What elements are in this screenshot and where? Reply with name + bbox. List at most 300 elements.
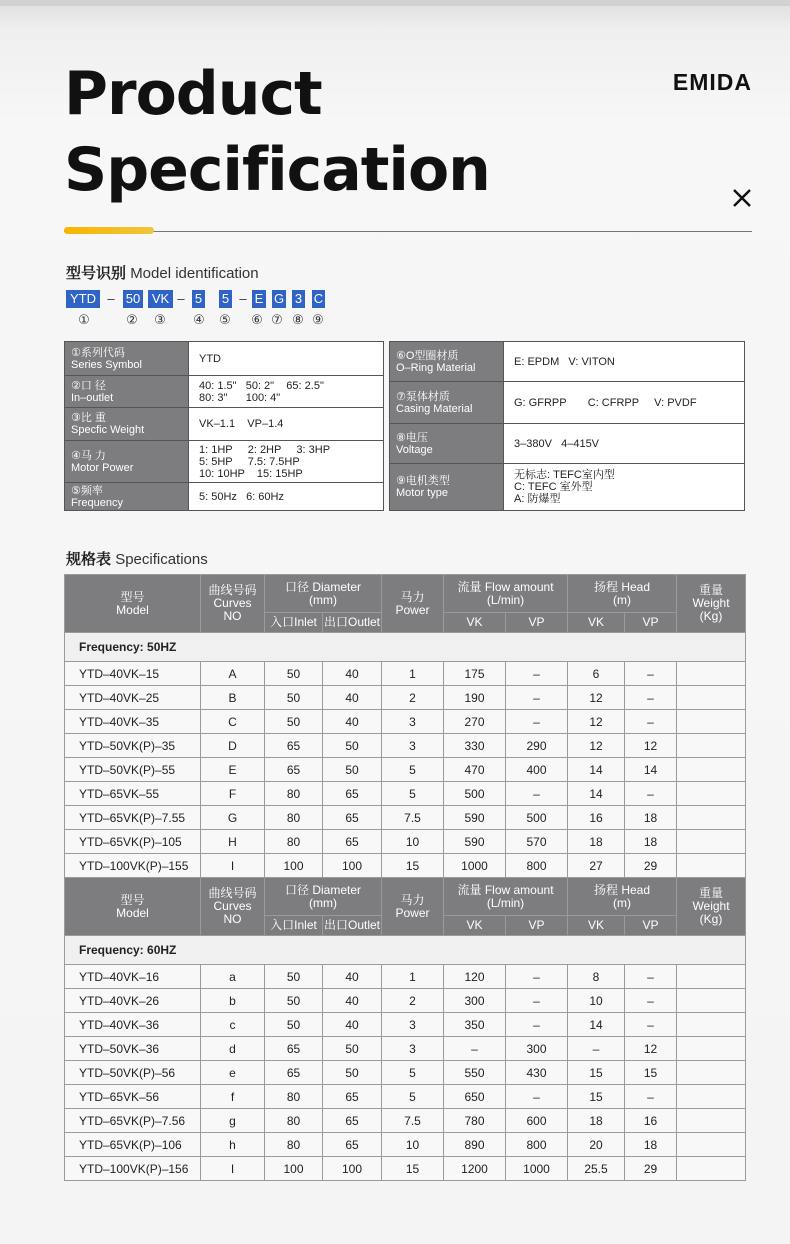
cell-head-vp: – [625, 662, 677, 686]
header-head-vk [568, 916, 625, 936]
header-head-vp [625, 613, 677, 633]
code-segment: C [313, 291, 324, 306]
value-line: 3–380V 4–415V [514, 437, 600, 450]
header-text: 流量 Flow amount [457, 579, 554, 594]
cell-flow-vp: 800 [506, 1133, 568, 1157]
cell-curve: h [201, 1133, 265, 1157]
cell-outlet: 50 [323, 1061, 382, 1085]
header-text: 重量 [699, 583, 724, 597]
cell-flow-vk: 175 [444, 662, 506, 686]
cell-head-vp: 15 [625, 1061, 677, 1085]
header-text: 出口Outlet [323, 918, 381, 932]
cell-flow-vk: 470 [444, 758, 506, 782]
code-segment: YTD [66, 290, 100, 308]
cell-power: 3 [382, 1037, 444, 1061]
value-line: G: GFRPP C: CFRPP V: PVDF [514, 396, 697, 409]
top-band [0, 0, 790, 6]
header-weight [677, 575, 746, 633]
header-model [65, 575, 201, 633]
cell-curve: A [201, 662, 265, 686]
header-flow [444, 575, 568, 613]
header-diameter [265, 575, 382, 613]
header-power [382, 878, 444, 936]
cell-model: YTD–50VK(P)–35 [65, 734, 201, 758]
cell-inlet: 100 [265, 854, 323, 878]
code-number: ⑦ [271, 312, 283, 327]
header-text: (mm) [309, 895, 337, 910]
model-id-table-right [389, 341, 745, 511]
cell-power: 15 [382, 854, 444, 878]
cell-flow-vk: 890 [444, 1133, 506, 1157]
header-text: (L/min) [486, 592, 525, 607]
label-en: Specfic Weight [71, 424, 145, 436]
label-cn: ⑤频率 [71, 484, 103, 497]
cell-flow-vp: – [506, 686, 568, 710]
cell-head-vp: 14 [625, 758, 677, 782]
header-text: 马力 [400, 589, 425, 604]
cell-weight [677, 1037, 746, 1061]
value-line: A: 防爆型 [514, 493, 561, 505]
table-row [65, 686, 746, 710]
header-text: VK [588, 918, 605, 932]
cell-head-vk: 14 [568, 758, 625, 782]
header-text: VK [466, 918, 483, 932]
cell-model: YTD–40VK–36 [65, 1013, 201, 1037]
code-segment: 5 [219, 290, 232, 308]
header-text: Curves [213, 899, 252, 913]
cell-curve: f [201, 1085, 265, 1109]
cell-outlet: 40 [323, 989, 382, 1013]
row-value [189, 342, 384, 376]
table-row [65, 734, 746, 758]
header-head-vp [625, 916, 677, 936]
cell-weight [677, 758, 746, 782]
cell-power: 7.5 [382, 806, 444, 830]
cell-inlet: 80 [265, 1085, 323, 1109]
model-identification-heading: 型号识别 Model identification [66, 265, 259, 282]
header-text: 重量 [699, 886, 724, 900]
code-number: ① [78, 312, 90, 327]
header-inlet [265, 916, 323, 936]
cell-outlet: 65 [323, 830, 382, 854]
cell-head-vp: – [625, 1013, 677, 1037]
header-text: Weight [692, 899, 730, 913]
cell-weight [677, 854, 746, 878]
cell-inlet: 80 [265, 782, 323, 806]
cell-outlet: 65 [323, 1133, 382, 1157]
model-id-table-left [64, 341, 384, 511]
cell-inlet: 80 [265, 806, 323, 830]
table-row [65, 1133, 746, 1157]
row-value [189, 483, 384, 511]
label-en: Frequency [71, 496, 123, 509]
cell-head-vp: 12 [625, 1037, 677, 1061]
cell-outlet: 40 [323, 686, 382, 710]
spec-row [65, 408, 384, 441]
cell-flow-vp: – [506, 965, 568, 989]
row-label [390, 464, 504, 511]
cell-head-vp: – [625, 989, 677, 1013]
cell-curve: b [201, 989, 265, 1013]
cell-head-vp: – [625, 782, 677, 806]
page-title-line1: Product [64, 59, 322, 129]
code-dash: – [239, 291, 247, 306]
table-row [65, 1061, 746, 1085]
cell-curve: E [201, 758, 265, 782]
header-curves [201, 878, 265, 936]
cell-power: 5 [382, 758, 444, 782]
header-text: VK [588, 615, 605, 629]
frequency-label: Frequency: 60HZ [65, 936, 746, 965]
value-line: 5: 50Hz 6: 60Hz [199, 490, 284, 503]
label-en: Motor type [396, 487, 448, 499]
row-value [189, 376, 384, 408]
header-weight [677, 878, 746, 936]
cell-model: YTD–100VK(P)–155 [65, 854, 201, 878]
cell-head-vk: 12 [568, 710, 625, 734]
header-text: (Kg) [699, 912, 723, 926]
label-cn: ⑦泵体材质 [396, 390, 450, 403]
cell-inlet: 80 [265, 1133, 323, 1157]
cell-head-vp: 29 [625, 854, 677, 878]
header-text: (mm) [309, 592, 337, 607]
brand-logo: EMIDA [672, 69, 752, 95]
row-label [390, 382, 504, 424]
cell-head-vp: – [625, 686, 677, 710]
cell-flow-vk: 330 [444, 734, 506, 758]
cell-flow-vp: – [506, 989, 568, 1013]
cell-flow-vk: 500 [444, 782, 506, 806]
cell-head-vp: – [625, 1085, 677, 1109]
cell-outlet: 100 [323, 1157, 382, 1181]
cell-power: 10 [382, 830, 444, 854]
value-line: 1: 1HP 2: 2HP 3: 3HP [199, 443, 331, 456]
value-line: YTD [199, 352, 221, 365]
header-flow [444, 878, 568, 916]
cell-flow-vp: 500 [506, 806, 568, 830]
cell-curve: C [201, 710, 265, 734]
header-outlet [323, 613, 382, 633]
row-label [65, 408, 189, 441]
row-value [189, 408, 384, 441]
cell-flow-vk: 190 [444, 686, 506, 710]
spec-row [65, 483, 384, 511]
table-row [65, 854, 746, 878]
cell-inlet: 65 [265, 758, 323, 782]
cell-flow-vp: 430 [506, 1061, 568, 1085]
cell-flow-vp: – [506, 1085, 568, 1109]
cell-model: YTD–50VK–36 [65, 1037, 201, 1061]
cell-head-vk: 6 [568, 662, 625, 686]
header-text: (m) [613, 592, 632, 607]
header-model [65, 878, 201, 936]
cell-head-vk: 18 [568, 830, 625, 854]
cell-weight [677, 1061, 746, 1085]
header-text: VP [642, 918, 659, 932]
cell-head-vp: – [625, 965, 677, 989]
cell-inlet: 50 [265, 710, 323, 734]
cell-weight [677, 1013, 746, 1037]
cell-curve: I [201, 854, 265, 878]
label-en: Casing Material [396, 402, 473, 415]
cell-model: YTD–50VK(P)–55 [65, 758, 201, 782]
cell-flow-vp: 1000 [506, 1157, 568, 1181]
cell-model: YTD–65VK–56 [65, 1085, 201, 1109]
code-dash: – [107, 291, 115, 306]
cell-model: YTD–65VK(P)–105 [65, 830, 201, 854]
row-label [390, 424, 504, 464]
code-number: ④ [193, 312, 205, 327]
value-line: 无标志: TEFC室内型 [514, 469, 615, 481]
cell-flow-vp: 570 [506, 830, 568, 854]
cell-power: 5 [382, 1061, 444, 1085]
cell-head-vk: 20 [568, 1133, 625, 1157]
code-segment: 50 [123, 290, 143, 308]
header-text: Curves [213, 596, 252, 610]
cell-curve: H [201, 830, 265, 854]
cell-curve: c [201, 1013, 265, 1037]
cell-weight [677, 710, 746, 734]
cell-weight [677, 806, 746, 830]
value-line: VK–1.1 VP–1.4 [199, 418, 284, 430]
spec-row [390, 342, 745, 382]
cell-model: YTD–65VK–55 [65, 782, 201, 806]
header-flow-vp [506, 916, 568, 936]
specifications-table [64, 574, 746, 1181]
cell-flow-vp: 290 [506, 734, 568, 758]
cell-model: YTD–40VK–26 [65, 989, 201, 1013]
cell-weight [677, 782, 746, 806]
cell-power: 10 [382, 1133, 444, 1157]
cell-weight [677, 1109, 746, 1133]
cell-flow-vp: 600 [506, 1109, 568, 1133]
specifications-heading: 规格表 Specifications [66, 551, 208, 568]
cell-power: 5 [382, 1085, 444, 1109]
cell-inlet: 65 [265, 1061, 323, 1085]
cell-inlet: 50 [265, 989, 323, 1013]
header-text: 型号 [120, 892, 145, 907]
page-title-line2: Specification [64, 135, 490, 205]
cell-head-vp: – [625, 710, 677, 734]
cell-head-vp: 16 [625, 1109, 677, 1133]
label-en: Motor Power [71, 461, 134, 474]
cell-outlet: 40 [323, 1013, 382, 1037]
spec-row [65, 441, 384, 483]
table-row [65, 989, 746, 1013]
cell-curve: D [201, 734, 265, 758]
label-cn: ①系列代码 [71, 346, 125, 359]
label-cn: ⑧电压 [396, 431, 428, 444]
header-text: Model [116, 905, 149, 920]
cell-flow-vk: 350 [444, 1013, 506, 1037]
cell-head-vk: 14 [568, 1013, 625, 1037]
header-text: 出口Outlet [323, 615, 381, 629]
value-line: E: EPDM V: VITON [514, 355, 615, 368]
header-outlet [323, 916, 382, 936]
frequency-row [65, 633, 746, 662]
cell-flow-vp: – [506, 662, 568, 686]
cell-weight [677, 686, 746, 710]
cell-weight [677, 662, 746, 686]
code-segment: G [273, 291, 285, 306]
header-text: VP [528, 615, 545, 629]
code-number: ⑤ [219, 312, 231, 327]
close-icon[interactable] [729, 185, 755, 211]
header-text: 入口Inlet [270, 615, 317, 629]
code-segment: E [252, 290, 266, 308]
cell-curve: e [201, 1061, 265, 1085]
row-label [390, 342, 504, 382]
code-dash: – [177, 291, 185, 306]
header-text: VP [528, 918, 545, 932]
cell-flow-vk: 550 [444, 1061, 506, 1085]
cell-curve: g [201, 1109, 265, 1133]
header-text: 流量 Flow amount [457, 882, 554, 897]
cell-flow-vp: – [506, 782, 568, 806]
row-value [504, 464, 745, 511]
header-text: Power [395, 905, 430, 920]
table-row [65, 710, 746, 734]
code-number: ⑧ [292, 312, 304, 327]
cell-head-vk: 15 [568, 1061, 625, 1085]
cell-model: YTD–65VK(P)–7.56 [65, 1109, 201, 1133]
cell-head-vk: 12 [568, 734, 625, 758]
header-text: NO [223, 912, 242, 926]
code-number: ⑨ [312, 312, 324, 327]
cell-flow-vp: 300 [506, 1037, 568, 1061]
header-power [382, 575, 444, 633]
frequency-label: Frequency: 50HZ [65, 633, 746, 662]
cell-head-vp: 18 [625, 1133, 677, 1157]
row-value [504, 424, 745, 464]
header-flow-vp [506, 613, 568, 633]
cell-outlet: 50 [323, 734, 382, 758]
header-text: 马力 [400, 892, 425, 907]
code-segment: 3 [292, 290, 305, 308]
cell-inlet: 65 [265, 734, 323, 758]
header-flow-vk [444, 613, 506, 633]
header-text: 入口Inlet [270, 918, 317, 932]
row-label [65, 342, 189, 376]
cell-head-vk: 8 [568, 965, 625, 989]
table-row [65, 830, 746, 854]
code-number: ② [126, 312, 138, 327]
cell-flow-vk: 780 [444, 1109, 506, 1133]
cell-model: YTD–50VK(P)–56 [65, 1061, 201, 1085]
cell-flow-vk: 590 [444, 830, 506, 854]
cell-outlet: 100 [323, 854, 382, 878]
table-row [65, 1085, 746, 1109]
cell-flow-vk: 650 [444, 1085, 506, 1109]
header-text: NO [223, 609, 242, 623]
cell-power: 2 [382, 686, 444, 710]
cell-outlet: 50 [323, 758, 382, 782]
header-text: 扬程 Head [594, 579, 651, 594]
header-text: Model [116, 602, 149, 617]
table-row [65, 806, 746, 830]
cell-model: YTD–40VK–16 [65, 965, 201, 989]
cell-head-vk: – [568, 1037, 625, 1061]
header-text: 型号 [120, 589, 145, 604]
accent-bar [64, 227, 154, 234]
header-text: (m) [613, 895, 632, 910]
row-value [504, 342, 745, 382]
cell-inlet: 80 [265, 830, 323, 854]
row-value [504, 382, 745, 424]
cell-head-vp: 29 [625, 1157, 677, 1181]
cell-head-vk: 27 [568, 854, 625, 878]
row-value [189, 441, 384, 483]
cell-weight [677, 1133, 746, 1157]
cell-model: YTD–100VK(P)–156 [65, 1157, 201, 1181]
cell-model: YTD–40VK–35 [65, 710, 201, 734]
table-header-row [65, 575, 746, 613]
cell-outlet: 40 [323, 662, 382, 686]
label-en: In–outlet [71, 391, 114, 404]
cell-head-vk: 25.5 [568, 1157, 625, 1181]
cell-flow-vk: 300 [444, 989, 506, 1013]
value-line: C: TEFC 室外型 [514, 481, 593, 493]
table-row [65, 782, 746, 806]
cell-inlet: 65 [265, 1037, 323, 1061]
header-text: (Kg) [699, 609, 723, 623]
cell-inlet: 50 [265, 965, 323, 989]
cell-inlet: 100 [265, 1157, 323, 1181]
cell-flow-vk: 120 [444, 965, 506, 989]
label-cn: ④马 力 [71, 449, 106, 462]
table-row [65, 662, 746, 686]
cell-flow-vp: 800 [506, 854, 568, 878]
cell-weight [677, 830, 746, 854]
divider [64, 231, 752, 232]
header-text: 口径 Diameter [285, 882, 362, 897]
cell-model: YTD–40VK–25 [65, 686, 201, 710]
header-diameter [265, 878, 382, 916]
header-inlet [265, 613, 323, 633]
header-text: 扬程 Head [594, 882, 651, 897]
cell-inlet: 50 [265, 686, 323, 710]
header-head [568, 878, 677, 916]
cell-outlet: 65 [323, 782, 382, 806]
row-label [65, 376, 189, 408]
header-text: (L/min) [486, 895, 525, 910]
header-text: VK [466, 615, 483, 629]
cell-outlet: 40 [323, 710, 382, 734]
cell-outlet: 50 [323, 1037, 382, 1061]
cell-head-vk: 10 [568, 989, 625, 1013]
code-number: ⑥ [251, 312, 263, 327]
header-text: VP [642, 615, 659, 629]
cell-curve: B [201, 686, 265, 710]
label-en: O–Ring Material [396, 361, 476, 374]
cell-head-vp: 12 [625, 734, 677, 758]
spec-row [65, 342, 384, 376]
spec-row [390, 424, 745, 464]
cell-curve: G [201, 806, 265, 830]
cell-flow-vk: 1000 [444, 854, 506, 878]
cell-outlet: 65 [323, 1085, 382, 1109]
cell-weight [677, 1157, 746, 1181]
code-segment: VK [148, 290, 173, 308]
header-head [568, 575, 677, 613]
spec-row [390, 464, 745, 511]
cell-weight [677, 734, 746, 758]
cell-weight [677, 1085, 746, 1109]
code-number: ③ [154, 312, 166, 327]
row-label [65, 441, 189, 483]
frequency-row [65, 936, 746, 965]
cell-inlet: 50 [265, 662, 323, 686]
